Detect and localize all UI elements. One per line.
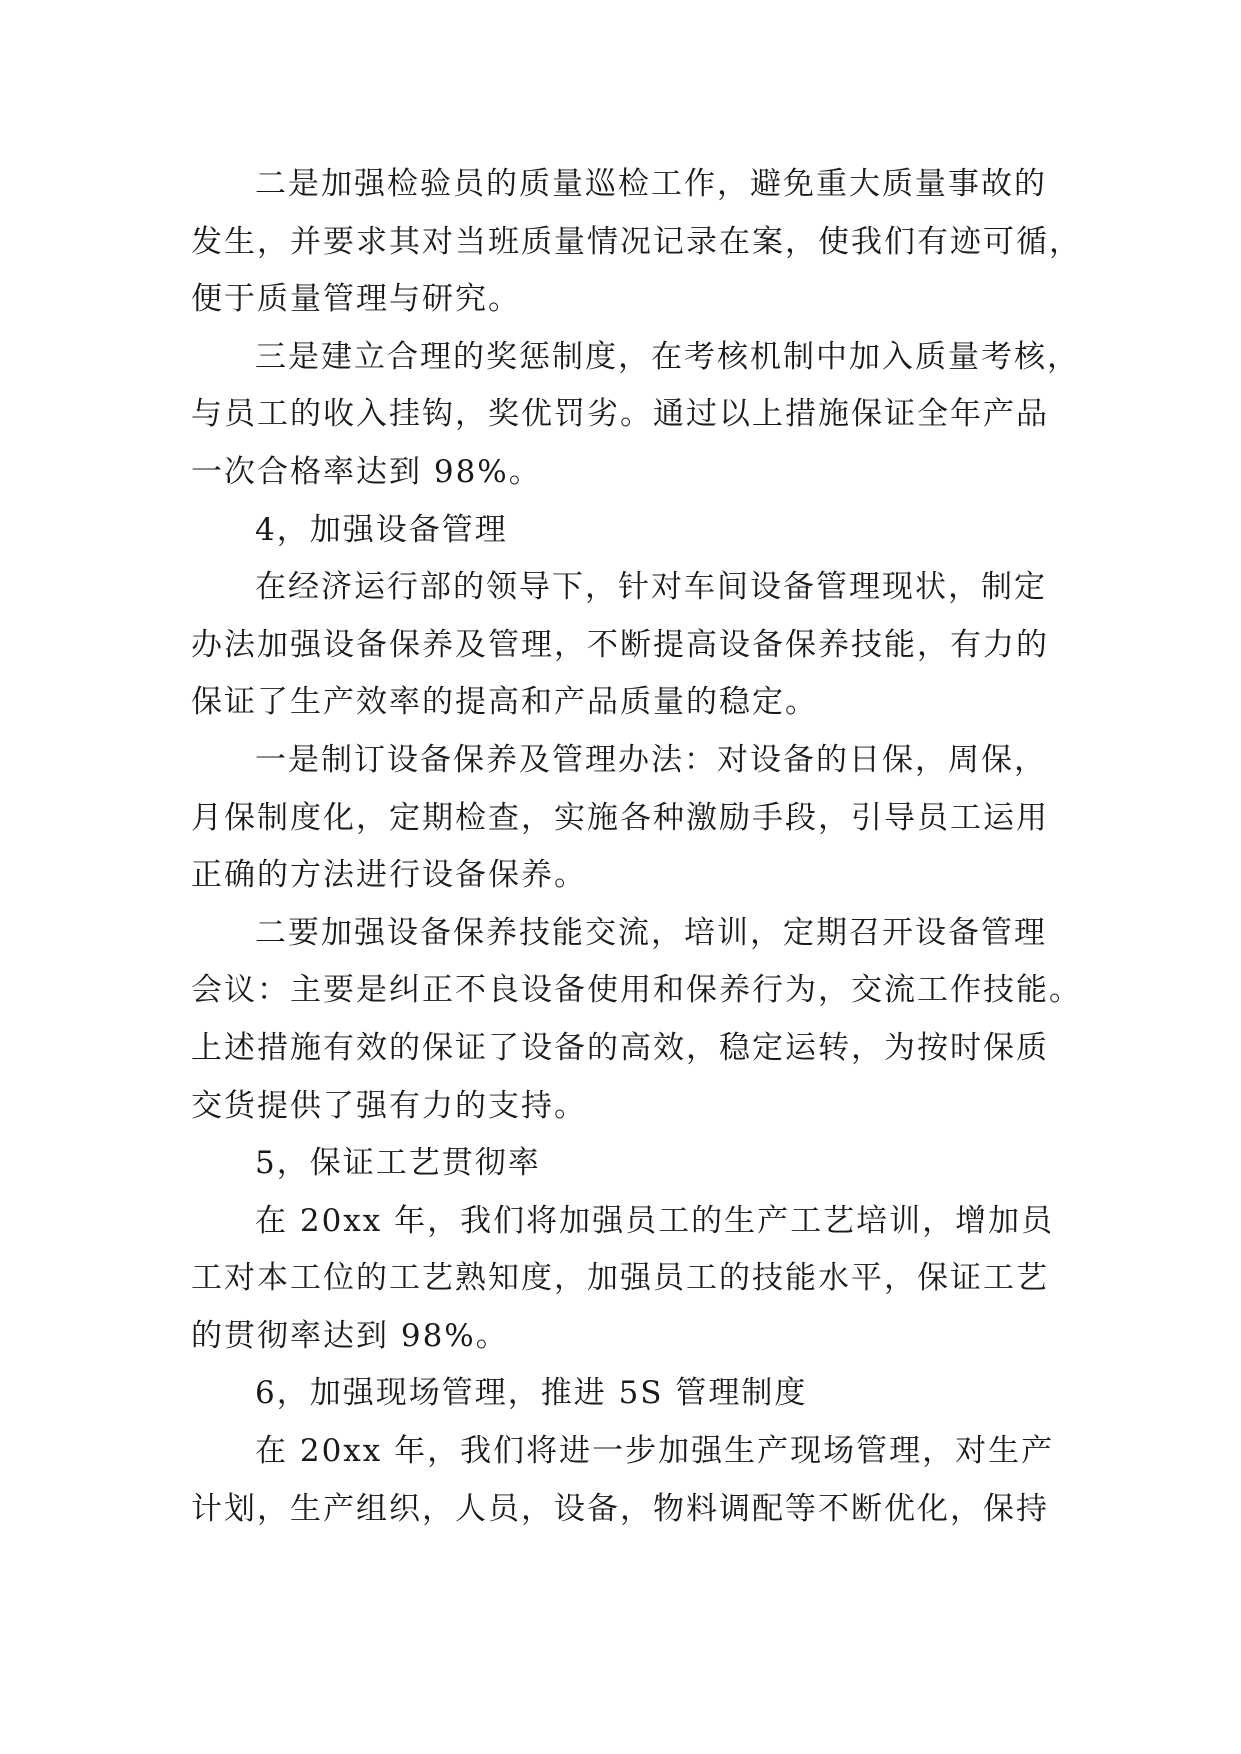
- text-line: 一是制订设备保养及管理办法：对设备的日保，周保，: [255, 741, 1047, 778]
- text-line: 的贯彻率达到 98%。: [191, 1317, 509, 1354]
- text-line: 二要加强设备保养技能交流，培训，定期召开设备管理: [255, 914, 1047, 951]
- text-line: 正确的方法进行设备保养。: [191, 857, 587, 894]
- text-line: 便于质量管理与研究。: [191, 281, 521, 318]
- text-line: 月保制度化，定期检查，实施各种激励手段，引导员工运用: [191, 799, 1049, 836]
- text-line: 5，保证工艺贯彻率: [255, 1145, 541, 1182]
- text-line: 交货提供了强有力的支持。: [191, 1087, 587, 1124]
- text-line: 在经济运行部的领导下，针对车间设备管理现状，制定: [255, 569, 1047, 606]
- text-line: 一次合格率达到 98%。: [191, 453, 542, 490]
- text-line: 会议：主要是纠正不良设备使用和保养行为，交流工作技能。: [191, 972, 1082, 1009]
- text-line: 三是建立合理的奖惩制度，在考核机制中加入质量考核，: [255, 338, 1080, 375]
- text-line: 上述措施有效的保证了设备的高效，稳定运转，为按时保质: [191, 1029, 1049, 1066]
- document-body: [191, 156, 1082, 1538]
- text-line: 二是加强检验员的质量巡检工作，避免重大质量事故的: [255, 166, 1047, 202]
- text-line: 在 20xx 年，我们将加强员工的生产工艺培训，增加员: [255, 1202, 1055, 1239]
- text-line: 保证了生产效率的提高和产品质量的稳定。: [191, 684, 818, 721]
- text-line: 办法加强设备保养及管理，不断提高设备保养技能，有力的: [191, 626, 1049, 663]
- text-line: 计划，生产组织，人员，设备，物料调配等不断优化，保持: [191, 1490, 1049, 1527]
- text-line: 在 20xx 年，我们将进一步加强生产现场管理，对生产: [255, 1433, 1055, 1470]
- text-line: 工对本工位的工艺熟知度，加强员工的技能水平，保证工艺: [191, 1260, 1049, 1297]
- text-line: 6，加强现场管理，推进 5S 管理制度: [255, 1375, 808, 1412]
- text-line: 4，加强设备管理: [255, 511, 508, 548]
- text-line: 与员工的收入挂钩，奖优罚劣。通过以上措施保证全年产品: [191, 396, 1049, 433]
- text-line: 发生，并要求其对当班质量情况记录在案，使我们有迹可循，: [191, 223, 1082, 260]
